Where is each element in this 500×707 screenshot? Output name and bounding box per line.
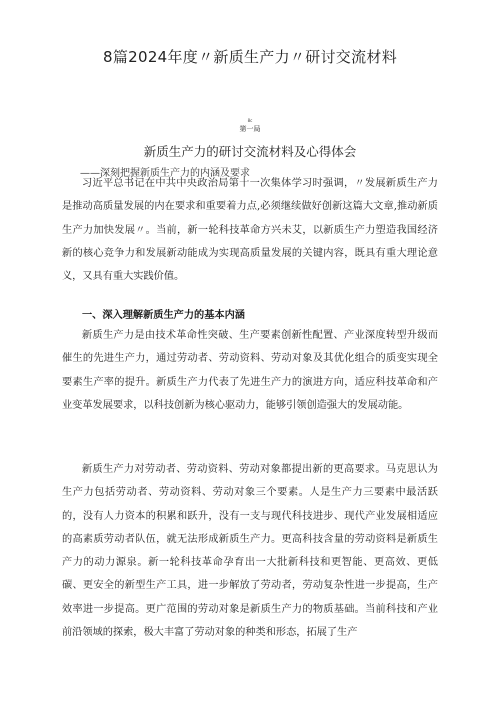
part-label: 第一局 [239,125,261,133]
paragraph-requirements: 新质生产力对劳动者、劳动资料、劳动对象都提出新的更高要求。马克思认为生产力包括劳动者、劳动资料、劳动对象三个要素。人是生产力三要素中最活跃的，没有人力资本的积累和跃升，没有一支与现代科技进步、现代产业发展相适应的高素质劳动者队伍，就无法形成新质生产力。更高科技含量的劳动资料是新质生产力的动力源泉。新一轮科技革命孕育出一大批新科技和更智能、更高效、更低碳、更安全的新型生产工具，进一步解放了劳动者，劳动复杂性进一步提高，生产效率进一步提高。更广范围的劳动对象是新质生产力的物质基础。当前科技和产业前沿领域的探索，极大丰富了劳动对象的种类和形态，拓展了生产 [62,464,438,639]
document-title: 8篇2024年度〃新质生产力〃研讨交流材料 [102,48,398,66]
paragraph-intro: 习近平总书记在中共中央政治局第十一次集体学习时强调，〃发展新质生产力是推动高质量发展的内在要求和重要着力点,必须继续做好创新这篇大文章,推动新质生产力加快发展〃。当前，新一轮科技革命方兴未艾，以新质生产力塑造我国经济新的核心竞争力和发展新动能成为实现高质量发展的关键内容，既具有重大理论意义，又具有重大实践价值。 [62,178,438,283]
paragraph-definition: 新质生产力是由技术革命性突破、生产要素创新性配置、产业深度转型升级而催生的先进生产力，通过劳动者、劳动资料、劳动对象及其优化组合的质变实现全要素生产率的提升。新质生产力代表了先进生产力的演进方向，适应科技革命和产业变革发展要求，以科技创新为核心驱动力，能够引领创造强大的发展动能。 [62,330,438,411]
heading-section-1: 一、深入理解新质生产力的基本内涵 [82,309,245,321]
small-mark: 8c [247,118,253,123]
section-title: 新质生产力的研讨交流材料及心得体会 [143,144,357,159]
section-subtitle: ——深刻把握新质生产力的内涵及要求 [80,168,250,179]
